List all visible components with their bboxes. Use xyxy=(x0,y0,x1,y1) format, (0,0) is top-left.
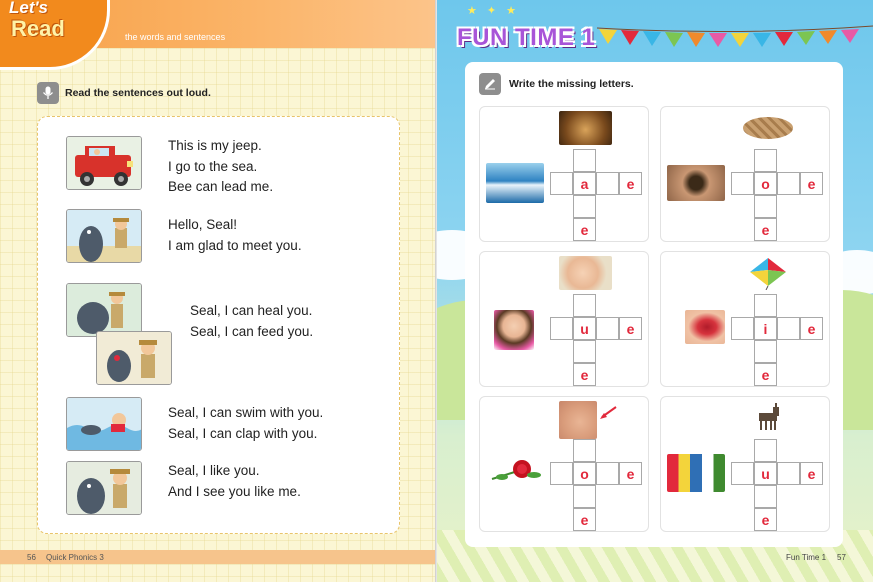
instruction-right xyxy=(479,73,634,95)
story-line: Hello, Seal! xyxy=(168,217,238,232)
ending-box[interactable]: e xyxy=(573,508,596,531)
letter-box[interactable] xyxy=(731,317,754,340)
letter-box[interactable] xyxy=(550,317,573,340)
vowel-box[interactable]: o xyxy=(754,172,777,195)
ending-box[interactable]: e xyxy=(619,462,642,485)
ending-box[interactable]: e xyxy=(800,462,823,485)
story-row xyxy=(66,136,273,198)
story-line: And I see you like me. xyxy=(168,483,301,499)
letter-box[interactable] xyxy=(754,485,777,508)
letter-box[interactable] xyxy=(596,462,619,485)
badge-read-text: Read xyxy=(11,16,65,41)
baby-photo xyxy=(559,256,612,290)
puzzle-cell xyxy=(479,396,649,532)
story-box xyxy=(37,116,400,534)
letter-box[interactable] xyxy=(596,172,619,195)
letter-box[interactable] xyxy=(550,462,573,485)
letter-box[interactable] xyxy=(754,340,777,363)
ending-box[interactable]: e xyxy=(754,508,777,531)
seal-swim-illustration xyxy=(66,397,142,451)
letter-box[interactable] xyxy=(777,462,800,485)
letter-box[interactable] xyxy=(573,195,596,218)
vowel-box[interactable]: a xyxy=(573,172,596,195)
seed-hands-photo xyxy=(667,165,725,201)
jeep-illustration xyxy=(66,136,142,190)
letter-box[interactable] xyxy=(754,195,777,218)
puzzle-cell xyxy=(660,396,830,532)
puzzle-cell xyxy=(660,106,830,242)
vowel-box[interactable]: o xyxy=(573,462,596,485)
vowel-box[interactable]: u xyxy=(754,462,777,485)
story-line: Seal, I can swim with you. xyxy=(168,405,324,420)
story-line: Seal, I can clap with you. xyxy=(168,425,318,441)
letter-box[interactable] xyxy=(573,149,596,172)
letter-box[interactable] xyxy=(573,485,596,508)
footer-label: Fun Time 1 xyxy=(786,553,827,562)
story-line: I go to the sea. xyxy=(168,158,258,174)
mule-photo xyxy=(753,403,783,431)
signs-photo xyxy=(667,454,725,492)
letter-box[interactable] xyxy=(550,172,573,195)
instruction-left xyxy=(37,82,211,104)
letter-box[interactable] xyxy=(731,462,754,485)
pencil-icon xyxy=(479,73,501,95)
ending-box[interactable]: e xyxy=(800,172,823,195)
puzzle-cell xyxy=(660,251,830,387)
puzzle-cell xyxy=(479,106,649,242)
arrow-icon xyxy=(598,405,618,421)
story-row xyxy=(66,461,301,515)
instruction-text-right: Write the missing letters. xyxy=(509,78,634,90)
lion-photo xyxy=(559,111,612,145)
mouth-photo xyxy=(685,310,725,344)
girl-photo xyxy=(494,310,534,350)
letter-box[interactable] xyxy=(731,172,754,195)
story-line: Seal, I can heal you. xyxy=(190,303,313,318)
rose-photo xyxy=(488,457,546,487)
seal-heal-illustration xyxy=(66,283,142,337)
seal-feed-illustration xyxy=(96,331,172,385)
letter-box[interactable] xyxy=(754,294,777,317)
story-line: Seal, I like you. xyxy=(168,463,260,478)
story-line: I am glad to meet you. xyxy=(168,237,302,253)
header-subtitle: the words and sentences xyxy=(125,32,226,42)
story-line: Seal, I can feed you. xyxy=(190,323,314,339)
left-page xyxy=(0,0,436,582)
ending-box[interactable]: e xyxy=(754,363,777,386)
page-number-left: 56 xyxy=(27,553,36,562)
ending-box[interactable]: e xyxy=(800,317,823,340)
vowel-box[interactable]: i xyxy=(754,317,777,340)
right-page xyxy=(437,0,873,582)
ending-box[interactable]: e xyxy=(754,218,777,241)
story-row xyxy=(66,209,302,263)
lets-read-badge xyxy=(0,0,110,70)
story-row xyxy=(66,397,323,451)
letter-box[interactable] xyxy=(596,317,619,340)
seal-friends-illustration xyxy=(66,461,142,515)
stars-decoration: ★✦★ xyxy=(467,5,526,17)
exercise-panel xyxy=(465,62,843,547)
puzzle-cell xyxy=(479,251,649,387)
letter-box[interactable] xyxy=(573,439,596,462)
story-row xyxy=(66,283,313,385)
microphone-icon xyxy=(37,82,59,104)
letter-box[interactable] xyxy=(573,340,596,363)
ending-box[interactable]: e xyxy=(619,172,642,195)
ending-box[interactable]: e xyxy=(573,363,596,386)
fun-time-title: FUN TIME 1 xyxy=(457,24,596,51)
letter-box[interactable] xyxy=(777,172,800,195)
badge-lets-text: Let's xyxy=(9,0,48,17)
letter-box[interactable] xyxy=(754,439,777,462)
letter-box[interactable] xyxy=(777,317,800,340)
instruction-text: Read the sentences out loud. xyxy=(65,87,211,99)
vowel-box[interactable]: u xyxy=(573,317,596,340)
book-title: Quick Phonics 3 xyxy=(46,553,104,562)
kite-photo xyxy=(748,256,788,290)
seal-meeting-illustration xyxy=(66,209,142,263)
ending-box[interactable]: e xyxy=(573,218,596,241)
story-line: This is my jeep. xyxy=(168,138,262,153)
page-number-right: 57 xyxy=(837,553,846,562)
story-line: Bee can lead me. xyxy=(168,179,274,194)
letter-box[interactable] xyxy=(573,294,596,317)
ending-box[interactable]: e xyxy=(619,317,642,340)
rope-photo xyxy=(743,117,793,139)
bunting-decoration xyxy=(597,24,873,50)
letter-box[interactable] xyxy=(754,149,777,172)
wave-photo xyxy=(486,163,544,203)
nose-photo xyxy=(559,401,597,439)
